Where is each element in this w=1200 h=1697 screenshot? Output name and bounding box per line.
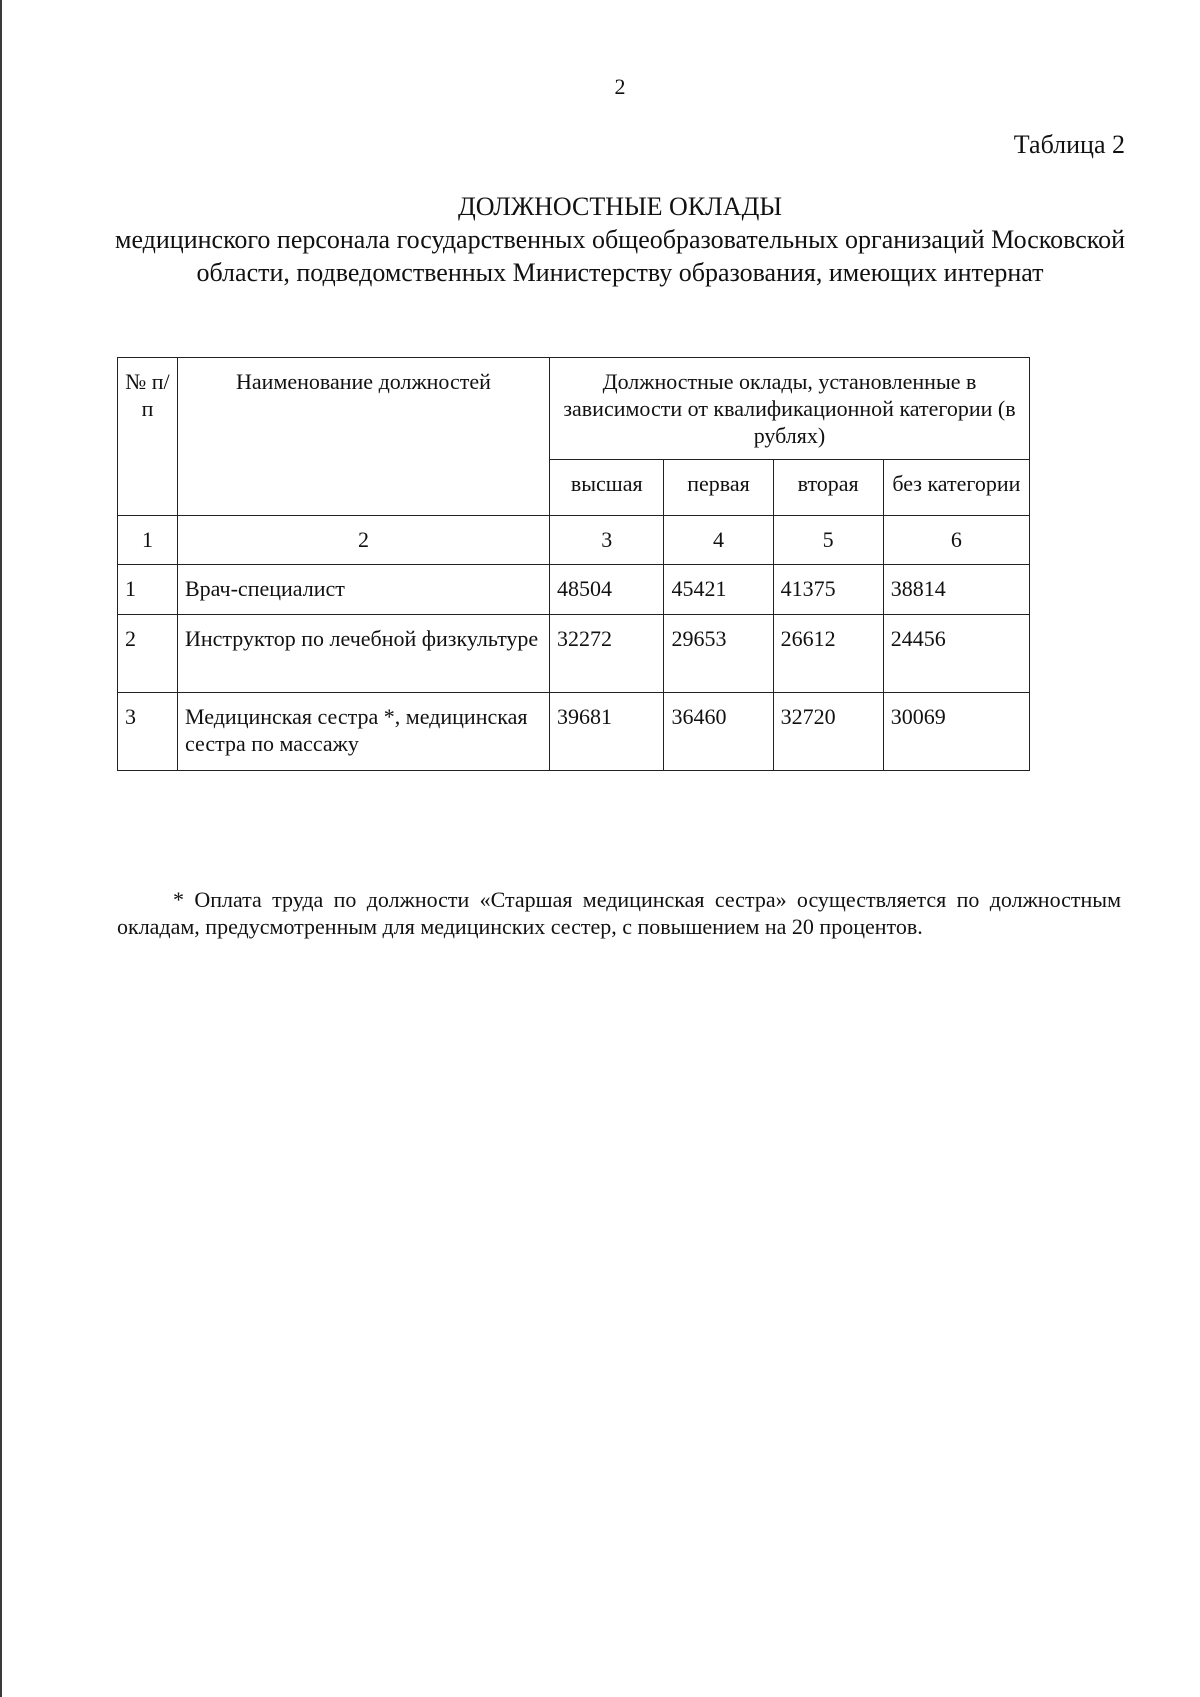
footnote: * Оплата труда по должности «Старшая медицинская сестра» осуществляется по должностным окладам, предусмотренным для медицинских сестер, с повышением на 20 процентов. bbox=[117, 887, 1121, 939]
table-row bbox=[118, 615, 1030, 693]
salary-cell: 29653 bbox=[664, 615, 773, 693]
salary-cell: 45421 bbox=[664, 565, 773, 615]
salary-table bbox=[117, 357, 1030, 771]
table-row bbox=[118, 693, 1030, 771]
column-index-row bbox=[118, 516, 1030, 565]
column-index: 6 bbox=[883, 516, 1029, 565]
row-position: Медицинская сестра *, медицинская сестра по массажу bbox=[177, 693, 549, 771]
table-label: Таблица 2 bbox=[1013, 130, 1125, 159]
page-edge-line bbox=[0, 0, 2, 1697]
row-position: Врач-специалист bbox=[177, 565, 549, 615]
header-category-none: без категории bbox=[883, 460, 1029, 516]
header-salaries-group: Должностные оклады, установленные в зависимости от квалификационной категории (в рублях) bbox=[549, 358, 1029, 460]
header-position: Наименование должностей bbox=[177, 358, 549, 516]
salary-cell: 39681 bbox=[549, 693, 664, 771]
row-number: 1 bbox=[118, 565, 178, 615]
column-index: 1 bbox=[118, 516, 178, 565]
salary-cell: 24456 bbox=[883, 615, 1029, 693]
header-number: № п/п bbox=[118, 358, 178, 516]
page-number: 2 bbox=[614, 74, 626, 99]
header-category-first: первая bbox=[664, 460, 773, 516]
table-header-row bbox=[118, 358, 1030, 460]
salary-cell: 48504 bbox=[549, 565, 664, 615]
salary-cell: 36460 bbox=[664, 693, 773, 771]
header-category-second: вторая bbox=[773, 460, 883, 516]
column-index: 2 bbox=[177, 516, 549, 565]
title-subtitle: медицинского персонала государственных общеобразовательных организаций Московской области, подведомственных Министерству образования, имеющих интернат bbox=[115, 225, 1125, 287]
column-index: 5 bbox=[773, 516, 883, 565]
salary-cell: 32720 bbox=[773, 693, 883, 771]
salary-cell: 30069 bbox=[883, 693, 1029, 771]
document-title bbox=[100, 190, 1140, 289]
column-index: 4 bbox=[664, 516, 773, 565]
row-number: 2 bbox=[118, 615, 178, 693]
column-index: 3 bbox=[549, 516, 664, 565]
salary-cell: 38814 bbox=[883, 565, 1029, 615]
header-category-top: высшая bbox=[549, 460, 664, 516]
row-position: Инструктор по лечебной физкультуре bbox=[177, 615, 549, 693]
salary-cell: 26612 bbox=[773, 615, 883, 693]
table-row bbox=[118, 565, 1030, 615]
salary-cell: 41375 bbox=[773, 565, 883, 615]
row-number: 3 bbox=[118, 693, 178, 771]
title-main: ДОЛЖНОСТНЫЕ ОКЛАДЫ bbox=[457, 192, 782, 221]
salary-cell: 32272 bbox=[549, 615, 664, 693]
